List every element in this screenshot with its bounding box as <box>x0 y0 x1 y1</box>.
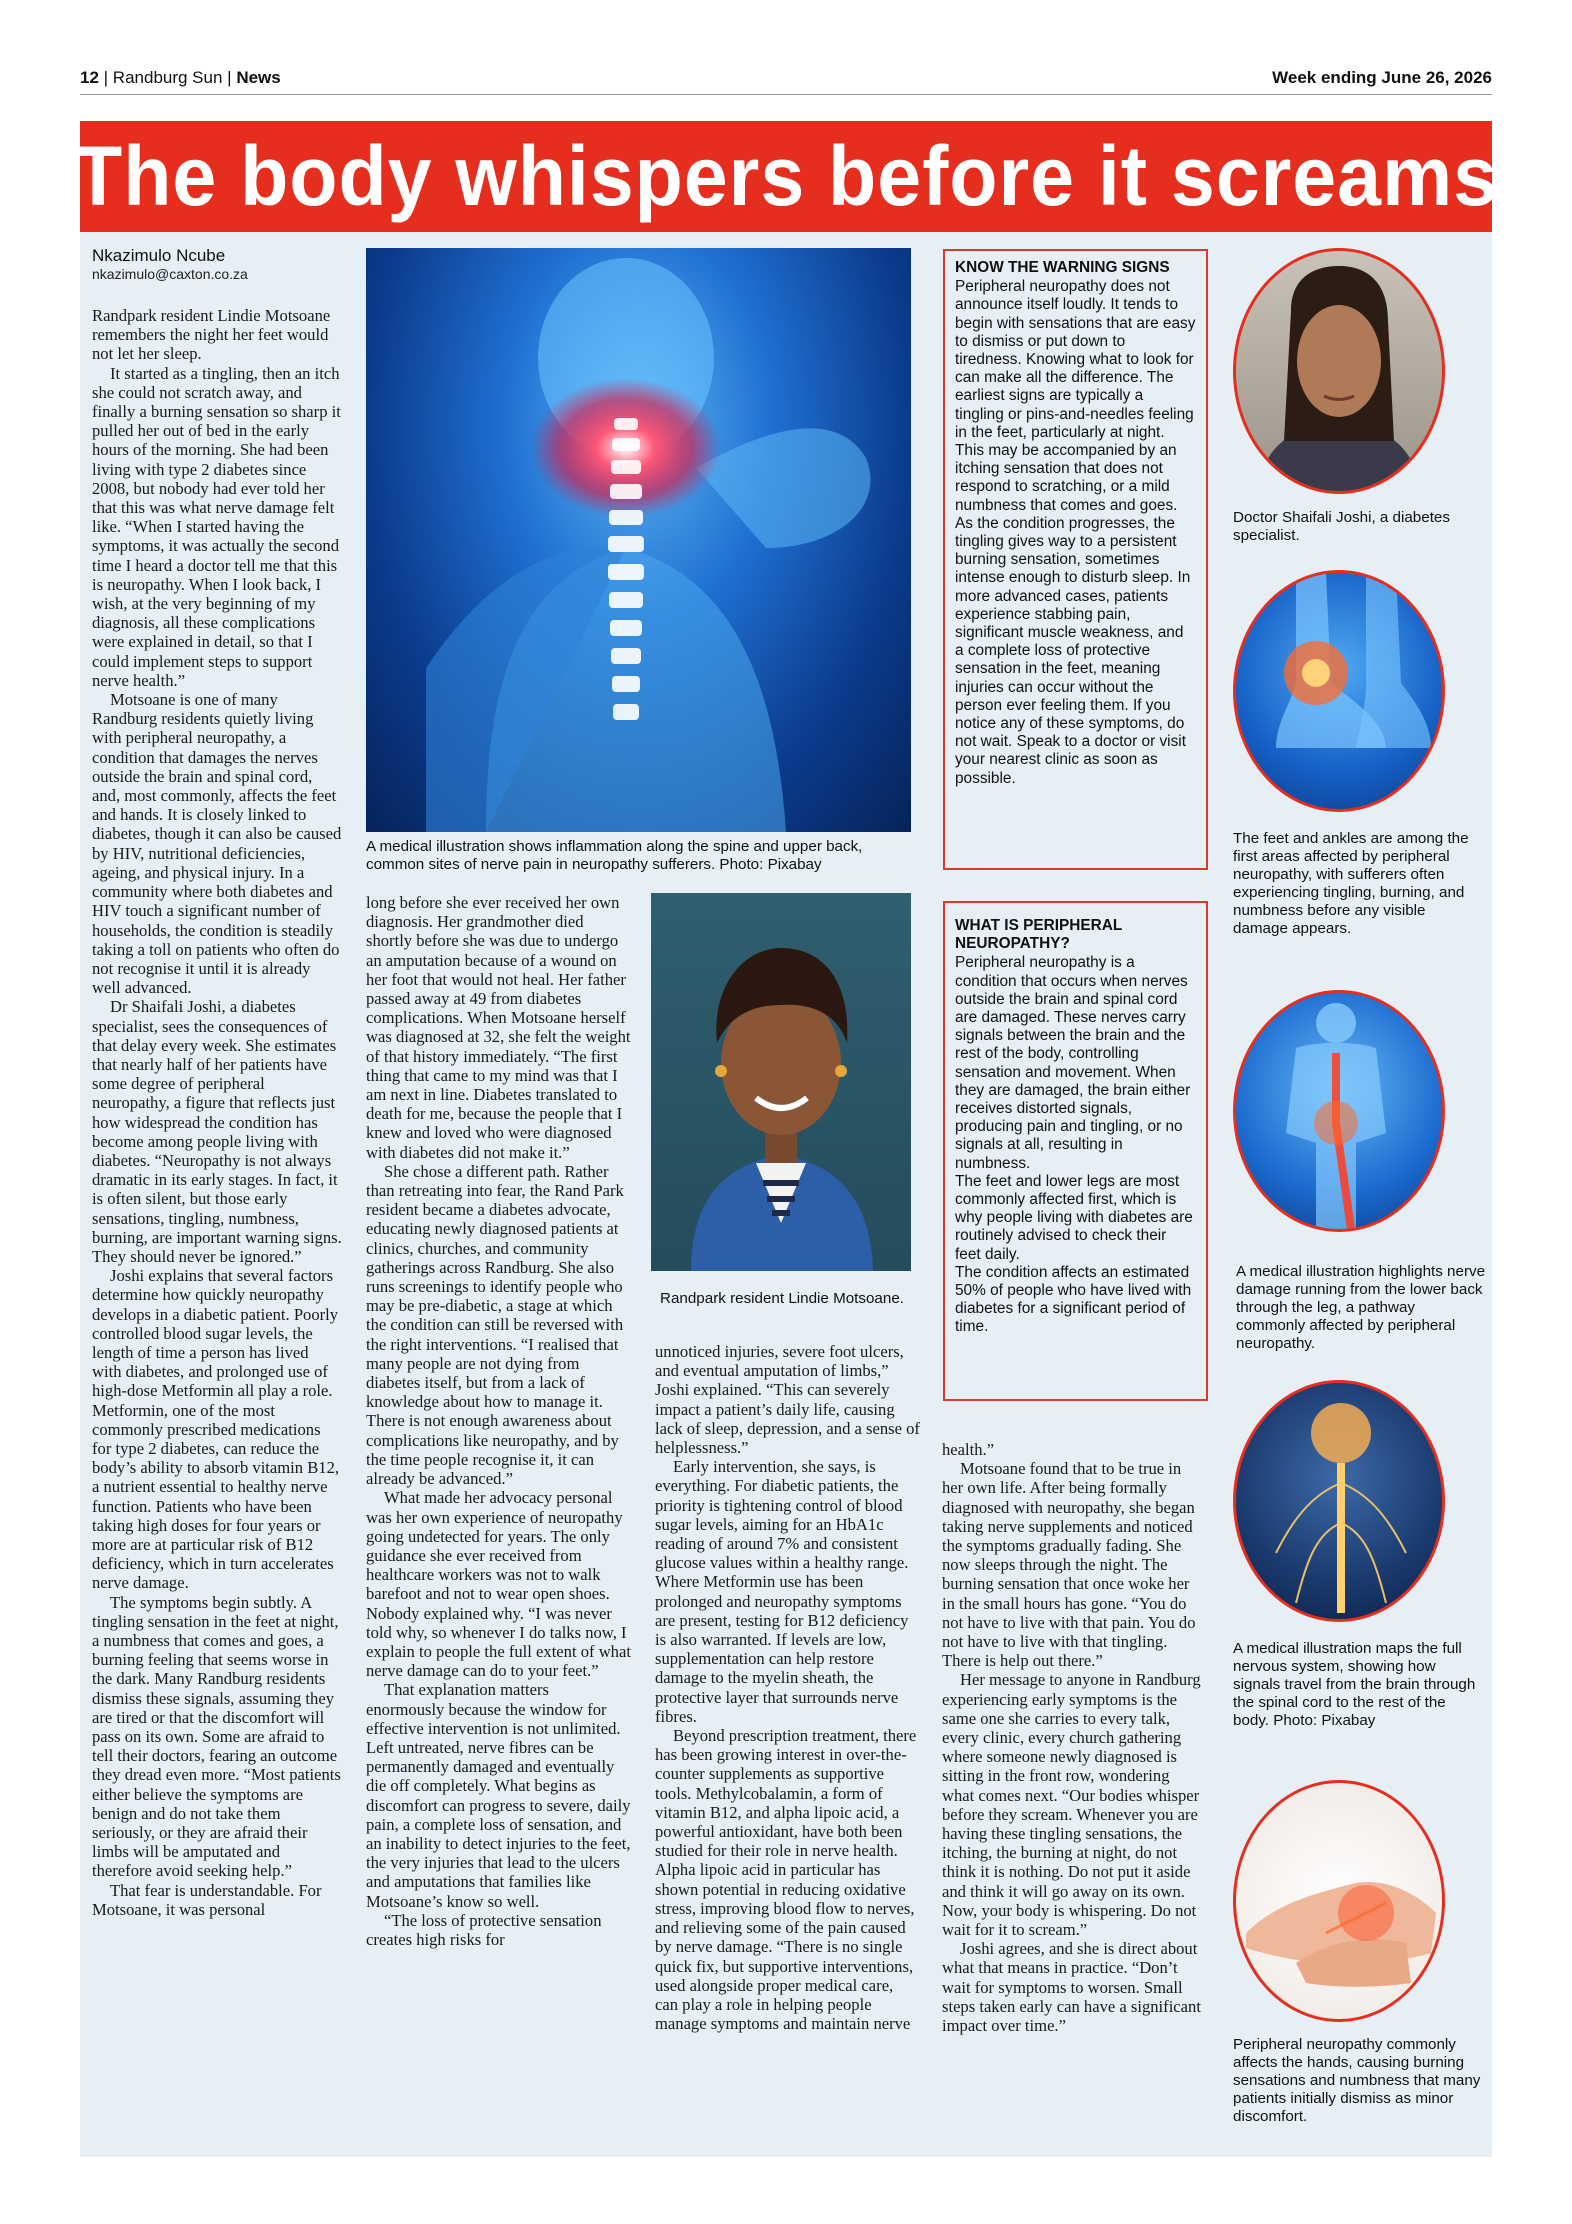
feet-icon <box>1236 573 1442 809</box>
paragraph: unnoticed injuries, severe foot ulcers, and eventual amputation of limbs,” Joshi explained. “This can severely impact a patient’s daily life, causing lack of sleep, depression, and a sense of helplessness.” <box>655 1342 920 1458</box>
paragraph: Early intervention, she says, is everything. For diabetic patients, the priority is tightening control of blood sugar levels, aiming for an HbA1c reading of around 7% and consistent glucose values within a healthy range. Where Metformin use has been prolonged and neuropathy symptoms are present, testing for B12 deficiency is also warranted. If levels are low, supplementation can help restore damage to the myelin sheath, the protective layer that surrounds nerve fibres. <box>655 1457 909 1726</box>
paragraph: long before she ever received her own diagnosis. Her grandmother died shortly before she was due to undergo an amputation because of a wound on her foot that would not heal. Her father passed away at 49 from diabetes complications. When Motsoane herself was diagnosed at 32, she felt the weight of that history immediately. “The first thing that came to my mind was that I am next in line. Diabetes translated to death for me, because the people that I knew and loved who were diagnosed with diabetes did not make it.” <box>366 893 631 1162</box>
caption-nervous: A medical illustration maps the full nervous system, showing how signals travel from the brain through the spinal cord to the rest of the body. Photo: Pixabay <box>1233 1640 1476 1729</box>
sidebar-body: Peripheral neuropathy is a condition that occurs when nerves outside the brain and spinal cord are damaged. These nerves carry signals between the brain and the rest of the body, controlling sensation and movement. When they are damaged, the brain either receives distorted signals, producing pain and tingling, or no signals at all, resulting in numbness. <box>955 954 1191 1172</box>
page-folio <box>80 68 281 88</box>
paragraph: Dr Shaifali Joshi, a diabetes specialist, sees the consequences of that delay every week. She estimates that nearly half of her patients have some degree of peripheral neuropathy, a figure that reflects just how widespread the condition has become among people living with diabetes. “Neuropathy is not always dramatic in its early stages. In fact, it is often silent, but those early sensations, tingling, numbness, burning, are important warning signs. They should never be ignored.” <box>92 997 342 1266</box>
issue-date: Week ending June 26, 2026 <box>1272 68 1492 87</box>
headline-banner <box>74 121 1498 232</box>
body-back-icon <box>1236 993 1442 1229</box>
caption-back: A medical illustration highlights nerve damage running from the lower back through the leg, a pathway commonly affected by peripheral neuropathy. <box>1236 1263 1486 1352</box>
paragraph: Motsoane found that to be true in her own life. After being formally diagnosed with neuropathy, she began taking nerve supplements and noticed the symptoms gradually fading. She now sleeps through the night. The burning sensation that once woke her in the small hours has gone. “You do not have to live with that pain. You do not have to live with that tingling. There is help out there.” <box>942 1459 1196 1671</box>
paragraph: Joshi explains that several factors determine how quickly neuropathy develops in a diabetic patient. Poorly controlled blood sugar levels, the length of time a person has lived with diabetes, and prolonged use of high-dose Metformin all play a role. Metformin, one of the most commonly prescribed medications for type 2 diabetes, can reduce the body’s ability to absorb vitamin B12, a nutrient essential to healthy nerve function. Patients who have been taking high doses for four years or more are at particular risk of B12 deficiency, which in turn accelerates nerve damage. <box>92 1266 340 1593</box>
sidebar-warning-signs <box>943 249 1208 870</box>
folio-sep: | <box>103 68 113 87</box>
person-photo-icon <box>1236 251 1442 491</box>
feet-illustration <box>1233 570 1445 812</box>
sidebar-body: Peripheral neuropathy does not announce itself loudly. It tends to begin with sensations that are easy to dismiss or put down to tiredness. Knowing what to look for can make all the difference. The earliest signs are typically a tingling or pins-and-needles feeling in the feet, particularly at night. This may be accompanied by an itching sensation that does not respond to scratching, or a mild numbness that comes and goes. As the condition progresses, the tingling gives way to a persistent burning sensation, sometimes intense enough to disturb sleep. In more advanced cases, patients experience stabbing pain, significant muscle weakness, and a complete loss of protective sensation in the feet, meaning injuries can occur without the person ever feeling them. If you notice any of these symptoms, do not wait. Speak to a doctor or visit your nearest clinic as soon as possible. <box>955 278 1196 787</box>
sidebar-title: WHAT IS PERIPHERAL NEUROPATHY? <box>955 917 1123 953</box>
caption-feet: The feet and ankles are among the first areas affected by peripheral neuropathy, with sufferers often experiencing tingling, burning, and numbness before any visible damage appears. <box>1233 830 1469 937</box>
paragraph: That fear is understandable. For Motsoane, it was personal <box>92 1880 322 1919</box>
spine-illustration <box>366 248 911 832</box>
caption-hands: Peripheral neuropathy commonly affects the hands, causing burning sensations and numbness that many patients initially dismiss as minor discomfort. <box>1233 2036 1481 2125</box>
caption-lindie: Randpark resident Lindie Motsoane. <box>660 1290 904 1307</box>
byline-email[interactable]: nkazimulo@caxton.co.za <box>92 266 248 282</box>
person-photo-icon <box>651 893 911 1271</box>
back-illustration <box>1233 990 1445 1232</box>
paragraph: “The loss of protective sensation creates high risks for <box>366 1910 602 1949</box>
joshi-portrait <box>1233 248 1445 494</box>
header-rule <box>80 94 1492 95</box>
paragraph: Joshi agrees, and she is direct about what that means in practice. “Don’t wait for symptoms to worsen. Small steps taken early can have a significant impact over time.” <box>942 1939 1201 2036</box>
paragraph: Randpark resident Lindie Motsoane remembers the night her feet would not let her sleep. <box>92 306 331 364</box>
paragraph: She chose a different path. Rather than retreating into fear, the Rand Park resident became a diabetes advocate, educating newly diagnosed patients at clinics, churches, and community gatherings across Randburg. She also runs screenings to identify people who may be pre-diabetic, a stage at which the condition can still be reversed with the right interventions. “I realised that many people are not dying from diabetes itself, but from a lack of knowledge about how to manage it. There is not enough awareness about complications like neuropathy, and by the time people recognise it, it can already be advanced.” <box>366 1161 624 1489</box>
article-column-4 <box>942 1440 1204 2035</box>
paragraph: Her message to anyone in Randburg experiencing early symptoms is the same one she carries to every talk, every clinic, every church gathering where someone newly diagnosed is sitting in the front row, wondering what comes next. “Our bodies whisper before they scream. Whenever you are having these tingling sensations, the itching, the burning at night, do not think it is nothing. Do not put it aside and think it will go away on its own. Now, your body is whispering. Do not wait for it to scream.” <box>942 1670 1201 1940</box>
publication-name: Randburg Sun <box>112 68 223 87</box>
lindie-portrait <box>651 893 911 1271</box>
caption-joshi: Doctor Shaifali Joshi, a diabetes specialist. <box>1233 509 1450 544</box>
sidebar-what-is-neuropathy <box>943 901 1208 1401</box>
sidebar-title: KNOW THE WARNING SIGNS <box>955 259 1170 276</box>
hands-icon <box>1236 1783 1442 2019</box>
paragraph: Motsoane is one of many Randburg residents quietly living with peripheral neuropathy, a condition that damages the nerves outside the brain and spinal cord, and, most commonly, affects the feet and hands. It is closely linked to diabetes, though it can also be caused by HIV, nutritional deficiencies, ageing, and physical injury. In a community where both diabetes and HIV touch a significant number of households, the condition is steadily taking a toll on patients who often do not recognise it until it is already well advanced. <box>92 690 342 998</box>
paragraph: Beyond prescription treatment, there has been growing interest in over-the-counter supplements as supportive tools. Methylcobalamin, a form of vitamin B12, and alpha lipoic acid, a powerful antioxidant, have both been studied for their role in nerve health. Alpha lipoic acid in particular has shown potential in reducing oxidative stress, improving blood flow to nerves, and relieving some of the pain caused by nerve damage. “There is no single quick fix, but supportive interventions, used alongside proper medical care, can play a role in helping people manage symptoms and maintain nerve <box>655 1726 917 2034</box>
article-column-3 <box>655 1342 920 2033</box>
paragraph: It started as a tingling, then an itch she could not scratch away, and finally a burning sensation so sharp it pulled her out of bed in the early hours of the morning. She had been living with type 2 diabetes since 2008, but nobody had ever told her that this was what nerve damage felt like. “When I started having the symptoms, it was actually the second time I heard a doctor tell me that this is neuropathy. When I look back, I wish, at the very beginning of my diagnosis, all these complications were explained in detail, so that I could implement steps to support nerve health.” <box>92 363 341 690</box>
hands-illustration <box>1233 1780 1445 2022</box>
section-name: News <box>236 68 281 87</box>
nervous-system-illustration <box>1233 1380 1445 1622</box>
paragraph: health.” <box>942 1440 995 1459</box>
headline: The body whispers before it screams <box>74 129 1498 223</box>
sidebar-body: The feet and lower legs are most commonly affected first, which is why people living with diabetes are routinely advised to check their feet daily. <box>955 1172 1193 1263</box>
spine-figure-icon <box>366 248 911 832</box>
sidebar-body: The condition affects an estimated 50% of people who have lived with diabetes for a significant period of time. <box>955 1263 1192 1336</box>
nervous-system-icon <box>1236 1383 1442 1619</box>
byline-author: Nkazimulo Ncube <box>92 246 226 265</box>
paragraph: The symptoms begin subtly. A tingling sensation in the feet at night, a numbness that comes and goes, a burning feeling that seems worse in the dark. Many Randburg residents dismiss these signals, assuming they are tired or that the discomfort will pass on its own. Some are afraid to tell their doctors, fearing an outcome they dread even more. “Most patients either believe the symptoms are benign and do not take them seriously, or they are afraid their limbs will be amputated and therefore avoid seeking help.” <box>92 1592 341 1881</box>
article-column-1 <box>92 306 342 1919</box>
article-column-2 <box>366 893 631 1949</box>
folio-sep: | <box>227 68 237 87</box>
caption-spine: A medical illustration shows inflammation along the spine and upper back, common sites of nerve pain in neuropathy sufferers. Photo: Pixabay <box>366 838 863 873</box>
paragraph: That explanation matters enormously because the window for effective intervention is not unlimited. Left untreated, nerve fibres can be permanently damaged and eventually die off completely. What begins as discomfort can progress to severe, daily pain, a complete loss of sensation, and an inability to detect injuries to the feet, the very injuries that lead to the ulcers and amputations that families like Motsoane’s know so well. <box>366 1680 631 1911</box>
paragraph: What made her advocacy personal was her own experience of neuropathy going undetected for years. The only guidance she ever received from healthcare workers was not to walk barefoot and not to wear open shoes. Nobody explained why. “I was never told why, so whenever I do talks now, I explain to people the full extent of what nerve damage can do to your feet.” <box>366 1488 631 1681</box>
page-number: 12 <box>80 68 99 87</box>
